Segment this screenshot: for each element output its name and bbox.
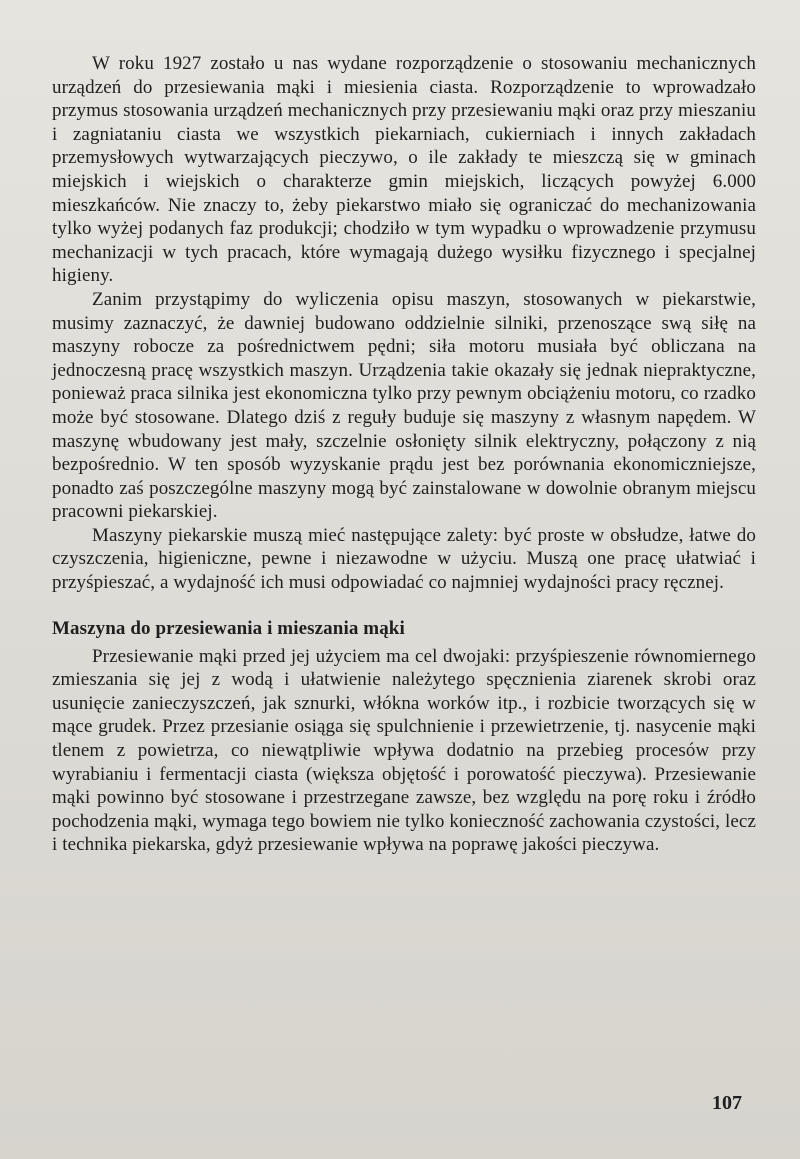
paragraph-sifting: Przesiewanie mąki przed jej użyciem ma cel dwojaki: przyśpieszenie równomiernego zmieszania się jej z wodą i ułatwienie należytego spęcznienia ziarenek skrobi oraz usunięcie zanieczyszczeń, jak sznurki, włókna worków itp., i rozbicie tworzących się w mące grudek. Przez przesianie osiąga się spulchnienie i przewietrzenie, tj. nasycenie mąki tlenem z powietrza, co niewątpliwie wpływa dodatnio na przebieg procesów przy wyrabianiu i fermentacji ciasta (większa objętość i porowatość pieczywa). Przesiewanie mąki powinno być stosowane i przestrzegane zawsze, bez względu na porę roku i źródło pochodzenia mąki, wymaga tego bowiem nie tylko konieczność zachowania czystości, lecz i technika piekarska, gdyż przesiewanie wpływa na poprawę jakości pieczywa. (52, 645, 756, 856)
paragraph-regulation-1927: W roku 1927 zostało u nas wydane rozporządzenie o stosowaniu mechanicznych urządzeń do przesiewania mąki i miesienia ciasta. Rozporządzenie to wprowadzało przymus stosowania urządzeń mechanicznych przy przesiewaniu mąki oraz przy mieszaniu i zagniataniu ciasta we wszystkich piekarniach, cukierniach i innych zakładach przemysłowych wytwarzających pieczywo, o ile zakłady te mieszczą się w gminach miejskich i wiejskich o charakterze gmin miejskich, liczących powyżej 6.000 mieszkańców. Nie znaczy to, żeby piekarstwo miało się ograniczać do mechanizowania tylko wyżej podanych faz produkcji; chodziło w tym wypadku o wprowadzenie przymusu mechanizacji w tych pracach, które wymagają dużego wysiłku fizycznego i specjalnej higieny. (52, 53, 756, 287)
section-heading: Maszyna do przesiewania i mieszania mąki (52, 617, 405, 639)
page-number: 107 (712, 1092, 742, 1114)
paragraph-machine-drives: Zanim przystąpimy do wyliczenia opisu maszyn, stosowanych w piekarstwie, musimy zaznaczyć, że dawniej budowano oddzielnie silniki, przenoszące swą siłę na maszyny robocze za pośrednictwem pędni; siła motoru musiała być obliczana na jednoczesną pracę wszystkich maszyn. Urządzenia takie okazały się jednak niepraktyczne, ponieważ praca silnika jest ekonomiczna tylko przy pewnym obciążeniu motoru, co rzadko może być stosowane. Dlatego dziś z reguły buduje się maszyny z własnym napędem. W maszynę wbudowany jest mały, szczelnie osłonięty silnik elektryczny, połączony z nią bezpośrednio. W ten sposób wyzyskanie prądu jest bez porównania ekonomiczniejsze, ponadto zaś poszczególne maszyny mogą być zainstalowane w dowolnie obranym miejscu pracowni piekarskiej. (52, 288, 756, 523)
paragraph-machine-requirements: Maszyny piekarskie muszą mieć następujące zalety: być proste w obsłudze, łatwe do czyszczenia, higieniczne, pewne i niezawodne w użyciu. Muszą one pracę ułatwiać i przyśpieszać, a wydajność ich musi odpowiadać co najmniej wydajności pracy ręcznej. (52, 524, 756, 594)
